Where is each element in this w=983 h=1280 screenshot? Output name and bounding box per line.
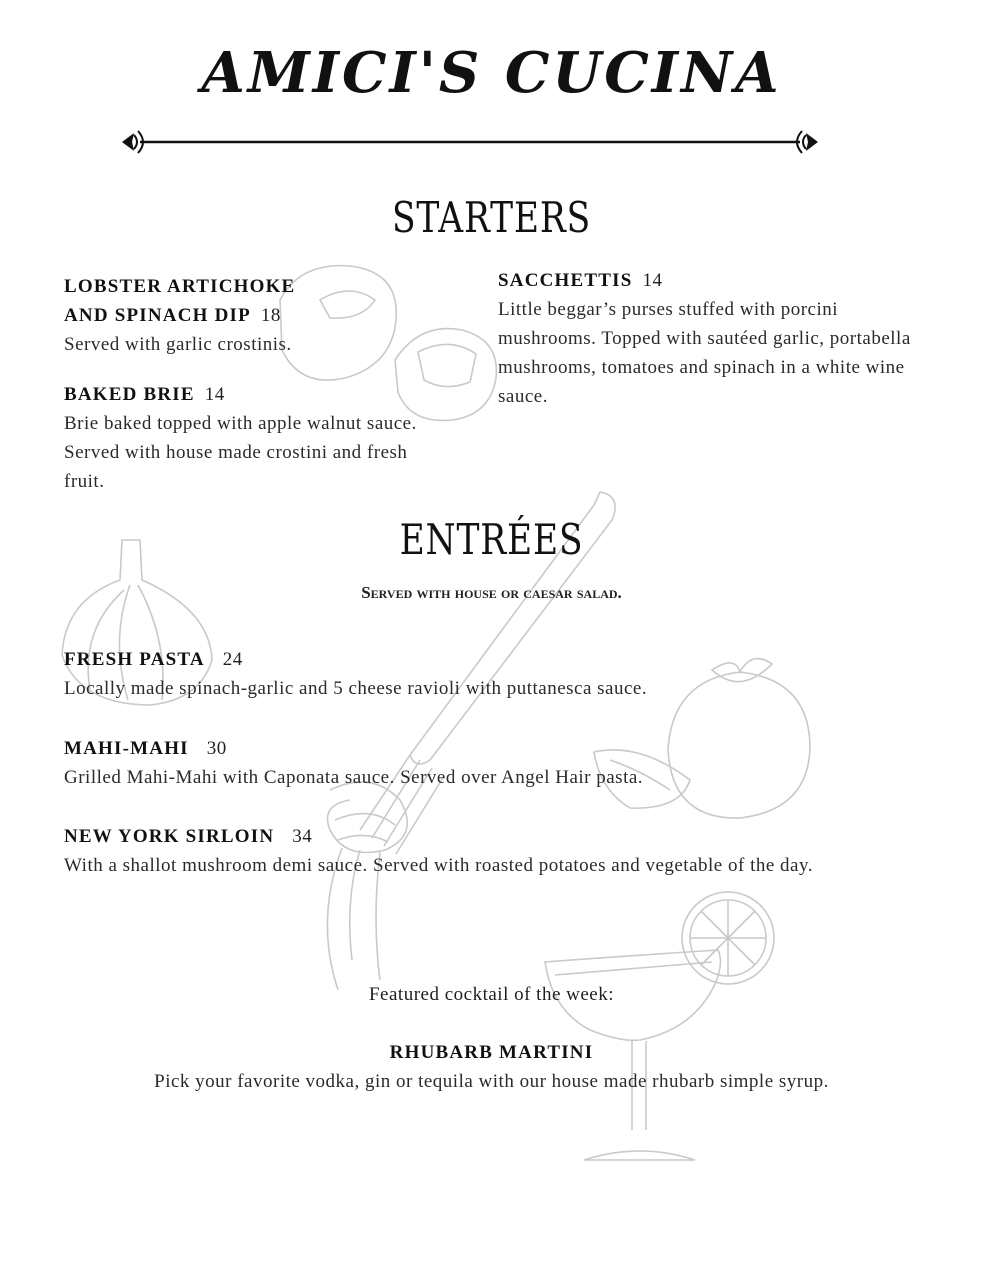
ornamental-divider	[118, 125, 822, 159]
item-price: 14	[204, 384, 225, 405]
cocktail-description: Pick your favorite vodka, gin or tequila with our house made rhubarb simple syrup.	[154, 1071, 829, 1092]
menu-item-baked-brie	[64, 380, 434, 496]
lemon-slice-illustration	[682, 892, 774, 984]
starters-heading: STARTERS	[391, 193, 592, 242]
item-name: BAKED BRIE	[64, 384, 195, 405]
menu-item-fresh-pasta	[64, 645, 924, 703]
menu-item-lobster-dip	[64, 272, 484, 359]
menu-item-new-york-sirloin	[64, 822, 884, 880]
item-price: 30	[206, 738, 227, 759]
item-description: Locally made spinach-garlic and 5 cheese ravioli with puttanesca sauce.	[64, 678, 648, 699]
item-price: 24	[222, 649, 243, 670]
item-name: AND SPINACH DIP	[64, 305, 251, 326]
item-description: Grilled Mahi-Mahi with Caponata sauce. Served over Angel Hair pasta.	[64, 767, 644, 788]
cocktail-name: RHUBARB MARTINI	[389, 1042, 594, 1063]
item-price: 14	[642, 270, 663, 291]
item-description: With a shallot mushroom demi sauce. Served with roasted potatoes and vegetable of the day.	[64, 855, 813, 876]
item-description: Brie baked topped with apple walnut sauce. Served with house made crostini and fresh fruit.	[64, 413, 417, 492]
menu-item-mahi-mahi	[64, 734, 924, 792]
item-price: 18	[260, 305, 281, 326]
item-name: FRESH PASTA	[64, 649, 205, 670]
item-name: LOBSTER ARTICHOKE	[64, 276, 296, 297]
restaurant-name: AMICI'S CUCINA	[201, 40, 782, 106]
item-description: Little beggar’s purses stuffed with porcini mushrooms. Topped with sautéed garlic, portabella mushrooms, tomatoes and spinach in a white wine sauce.	[498, 299, 911, 407]
item-price: 34	[292, 826, 313, 847]
entrees-subtitle: Served with house or caesar salad.	[361, 583, 622, 602]
featured-cocktail	[0, 1038, 983, 1096]
menu-item-sacchettis	[498, 266, 918, 411]
item-name: SACCHETTIS	[498, 270, 633, 291]
item-name: NEW YORK SIRLOIN	[64, 826, 275, 847]
entrees-heading: ENTRÉES	[399, 515, 584, 564]
item-name: MAHI-MAHI	[64, 738, 189, 759]
item-description: Served with garlic crostinis.	[64, 334, 292, 355]
featured-cocktail-label: Featured cocktail of the week:	[368, 984, 614, 1005]
